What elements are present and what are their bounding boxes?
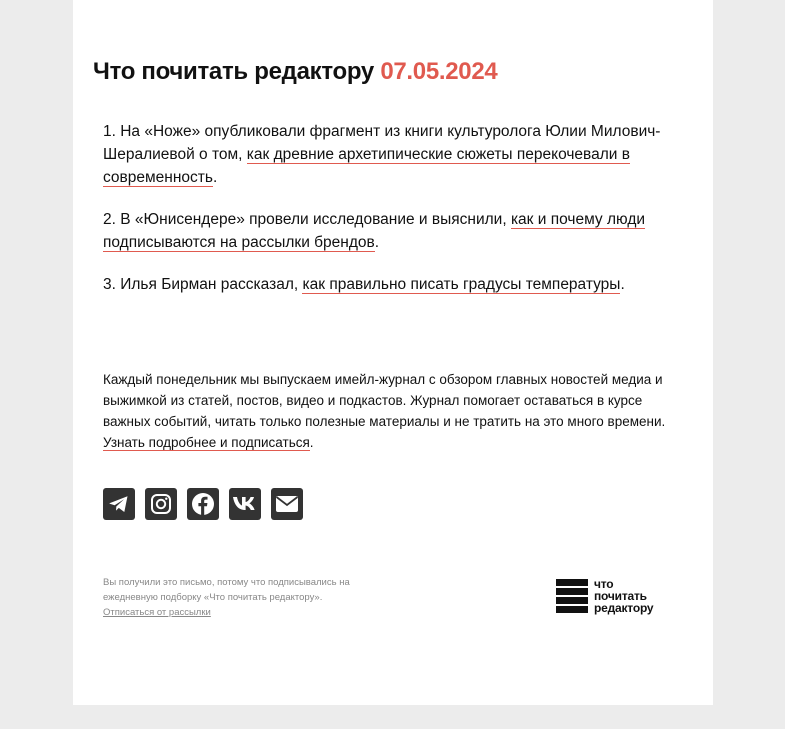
page-title <box>93 58 497 86</box>
news-item-link[interactable]: как древние архетипические сюжеты перекочевали в современность <box>103 146 630 186</box>
news-item-suffix: . <box>620 276 625 293</box>
news-item-suffix: . <box>212 169 218 186</box>
logo-line-2: почитать <box>594 589 647 603</box>
subscribe-link[interactable]: Узнать подробнее и подписаться <box>103 434 310 450</box>
news-item-text: 1. На «Ноже» опубликовали фрагмент из книги культуролога Юлии Милович-Шералиевой о том, <box>103 123 661 163</box>
news-item-2 <box>103 208 673 254</box>
logo-line-3: редактору <box>594 601 654 615</box>
news-item-1 <box>103 120 673 189</box>
newsletter-card <box>73 0 713 705</box>
title-date: 07.05.2024 <box>380 58 498 85</box>
news-item-link[interactable]: как правильно писать градусы температуры <box>302 276 621 293</box>
news-item-text: 3. Илья Бирман рассказал, <box>103 276 303 293</box>
unsubscribe-link[interactable]: Отписаться от рассылки <box>103 607 211 618</box>
facebook-icon[interactable] <box>187 488 219 520</box>
news-item-suffix: . <box>374 234 380 251</box>
telegram-icon[interactable] <box>103 488 135 520</box>
email-icon[interactable] <box>271 488 303 520</box>
about-suffix: . <box>309 434 314 450</box>
logo-text <box>594 578 653 614</box>
footer-text <box>103 575 388 620</box>
news-item-link[interactable]: как и почему люди подписываются на рассылки брендов <box>103 211 646 251</box>
instagram-icon[interactable] <box>145 488 177 520</box>
social-links <box>103 488 303 520</box>
title-text: Что почитать редактору <box>93 58 374 85</box>
logo <box>556 578 653 614</box>
news-item-text: 2. В «Юнисендере» провели исследование и выяснили, <box>103 211 511 228</box>
vk-icon[interactable] <box>229 488 261 520</box>
about-text <box>103 369 688 453</box>
logo-line-1: что <box>594 577 614 591</box>
about-description: Каждый понедельник мы выпускаем имейл-журнал с обзором главных новостей медиа и выжимкой из статей, постов, видео и подкастов. Журнал помогает оставаться в курсе важных событий, читать только полезные материалы и не тратить на это много времени. <box>103 371 666 429</box>
footer-note: Вы получили это письмо, потому что подписывались на ежедневную подборку «Что почитать редактору». <box>103 577 350 603</box>
news-item-3 <box>103 273 673 296</box>
news-list <box>103 120 673 315</box>
logo-mark <box>556 579 588 613</box>
